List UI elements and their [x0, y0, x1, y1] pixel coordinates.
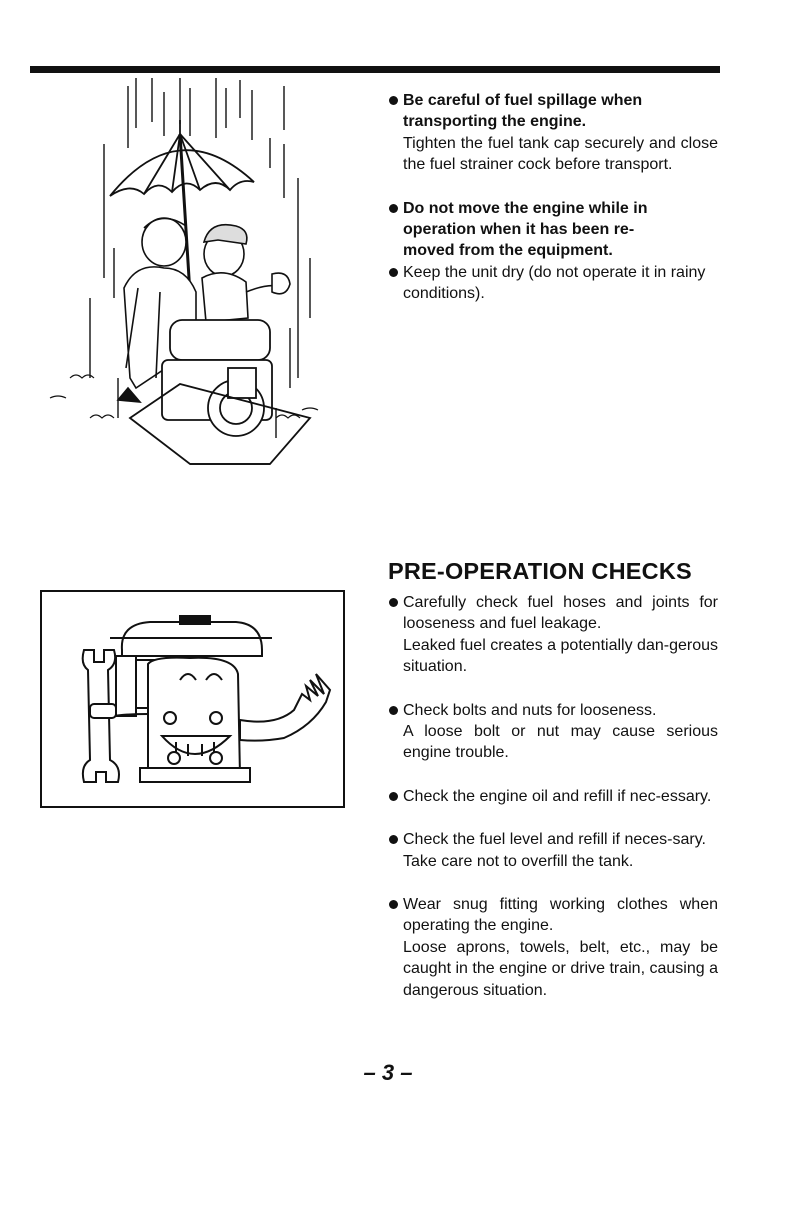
rain-umbrella-illustration: [40, 78, 360, 470]
check-note: Leaked fuel creates a potentially dan-gerous situation.: [403, 636, 718, 676]
heading-line: Do not move the engine while in: [403, 199, 648, 217]
engine-body-icon: [148, 658, 240, 776]
heading-line: moved from the equipment.: [403, 242, 613, 260]
body-text: Tighten the fuel tank cap securely and close the fuel strainer cock before transport.: [403, 134, 718, 174]
list-item: [388, 786, 718, 807]
page-number: – 3 –: [363, 1060, 413, 1085]
list-item: [388, 829, 718, 872]
top-rule: [30, 66, 720, 73]
pre-operation-list: [388, 592, 718, 1001]
check-note: Loose aprons, towels, belt, etc., may be caught in the engine or drive train, causing a dangerous situation.: [403, 938, 718, 999]
check-text: Check bolts and nuts for looseness.: [403, 701, 657, 719]
bullet-icon: [389, 204, 398, 213]
bullet-icon: [389, 268, 398, 277]
bullet-icon: [389, 598, 398, 607]
list-item: [388, 894, 718, 1001]
check-text: Check the engine oil and refill if nec-essary.: [403, 787, 712, 805]
smiling-engine-illustration: [40, 590, 345, 808]
transport-warning-block: [388, 90, 718, 305]
check-text: Check the fuel level and refill if neces-sary.: [403, 831, 706, 849]
heading-line: operation when it has been re-: [403, 221, 635, 239]
bullet-icon: [389, 792, 398, 801]
bullet-icon: [389, 835, 398, 844]
heading-line: transporting the engine.: [403, 113, 587, 131]
check-text: Carefully check fuel hoses and joints for looseness and fuel leakage.: [403, 594, 718, 633]
bullet-icon: [389, 706, 398, 715]
pre-operation-checks-title: PRE-OPERATION CHECKS: [388, 558, 692, 584]
check-note: A loose bolt or nut may cause serious engine trouble.: [403, 723, 718, 762]
engine-base-icon: [140, 768, 250, 782]
heading-line: Be careful of fuel spillage when: [403, 92, 643, 109]
bullet-icon: [389, 900, 398, 909]
bullet-icon: [389, 96, 398, 105]
body-text: Keep the unit dry (do not operate it in rainy conditions).: [403, 263, 706, 303]
list-item: [388, 700, 718, 764]
list-item: [388, 592, 718, 678]
engine-side-icon: [116, 656, 136, 716]
check-note: Take care not to overfill the tank.: [403, 852, 634, 870]
check-text: Wear snug fitting working clothes when operating the engine.: [403, 896, 718, 935]
